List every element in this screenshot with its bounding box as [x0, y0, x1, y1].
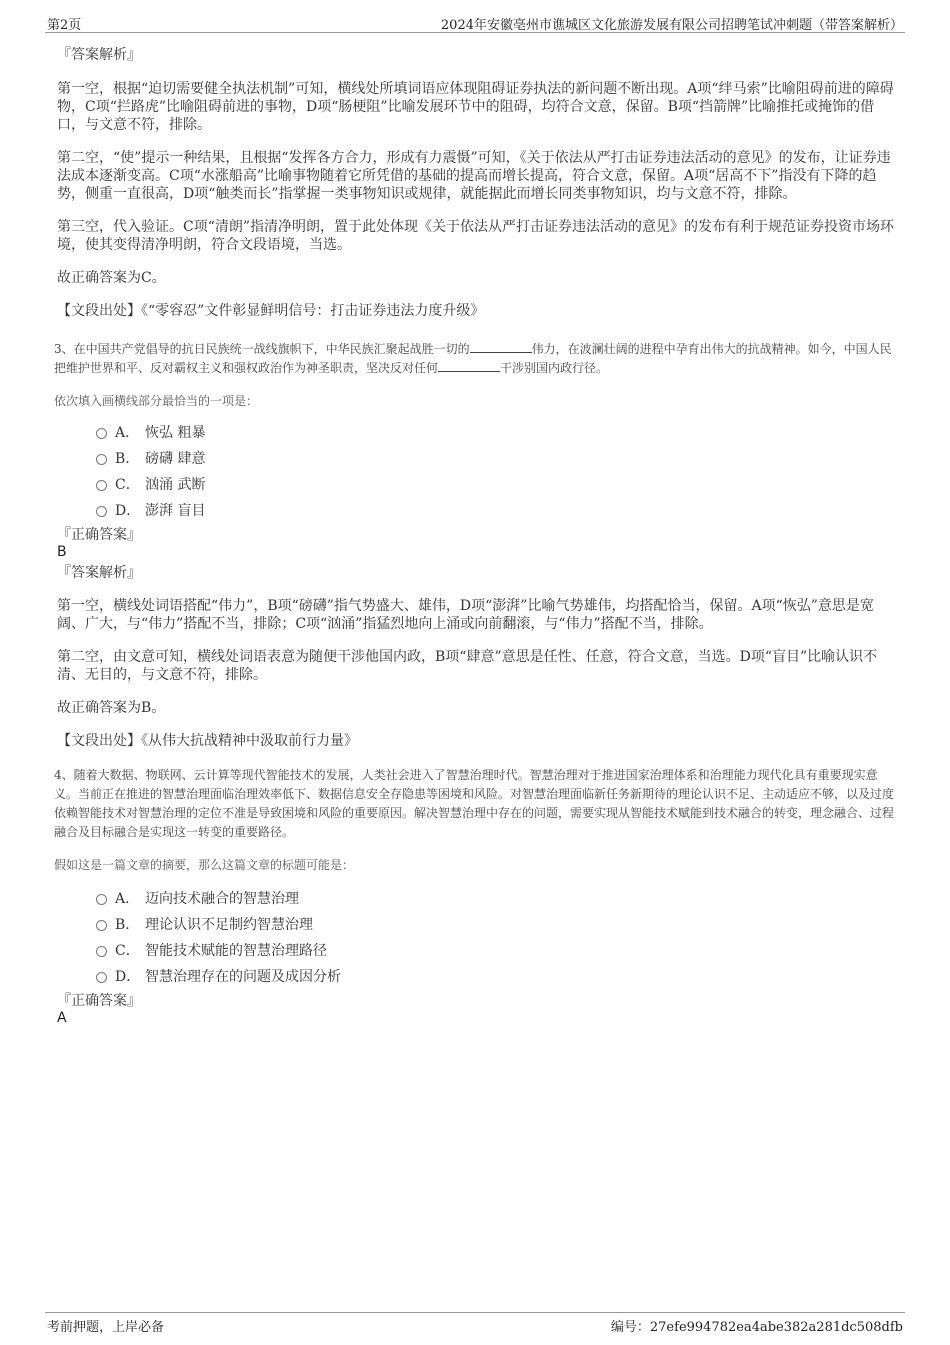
- analysis-label: 『答案解析』: [57, 47, 141, 63]
- source-citation: 【文段出处】《从伟大抗战精神中汲取前行力量》: [57, 733, 358, 749]
- radio-icon[interactable]: [96, 480, 107, 491]
- conclusion: 故正确答案为B。: [57, 700, 166, 716]
- page-header: [45, 12, 905, 33]
- option-a[interactable]: A． 恢弘 粗暴: [57, 420, 897, 446]
- correct-answer-label: 『正确答案』: [57, 527, 141, 543]
- option-list: [57, 886, 897, 990]
- document-id: 编号：27efe994782ea4abe382a281dc508dfb: [610, 1320, 903, 1335]
- radio-icon[interactable]: [96, 428, 107, 439]
- question-stem: 3、在中国共产党倡导的抗日民族统一战线旗帜下，中华民族汇聚起战胜一切的 伟力，在波澜壮阔的进程中孕育出伟大的抗战精神。如今，中国人民把维护世界和平、反对霸权主义和强权政治作为神圣职责，坚决反对任何 干涉别国内政行径。: [54, 342, 892, 375]
- radio-icon[interactable]: [96, 972, 107, 983]
- question-prompt: 假如这是一篇文章的摘要，那么这篇文章的标题可能是：: [54, 858, 355, 872]
- radio-icon[interactable]: [96, 454, 107, 465]
- analysis-paragraph: 第三空，代入验证。C项“清朗”指清净明朗，置于此处体现《关于依法从严打击证券违法活动的意见》的发布有利于规范证券投资市场环境，使其变得清净明朗，符合文段语境，当选。: [57, 219, 895, 253]
- radio-icon[interactable]: [96, 506, 107, 517]
- analysis-paragraph: 第一空，横线处词语搭配“伟力”，B项“磅礴”指气势盛大、雄伟，D项“澎湃”比喻气势雄伟，均搭配恰当，保留。A项“恢弘”意思是宽阔、广大，与“伟力”搭配不当，排除；C项“汹涌”指猛烈地向上涌或向前翻滚，与“伟力”搭配不当，排除。: [57, 598, 874, 632]
- page-number: 第2页: [47, 18, 82, 33]
- page-content: [54, 46, 897, 1027]
- fill-blank: [470, 340, 532, 353]
- analysis-label: 『答案解析』: [57, 565, 141, 581]
- correct-answer: B: [57, 544, 67, 560]
- correct-answer-label: 『正确答案』: [57, 993, 141, 1009]
- source-citation: 【文段出处】《“零容忍”文件彰显鲜明信号：打击证券违法力度升级》: [57, 303, 485, 319]
- question-stem: 4、随着大数据、物联网、云计算等现代智能技术的发展，人类社会进入了智慧治理时代。智慧治理对于推进国家治理体系和治理能力现代化具有重要现实意义。当前正在推进的智慧治理面临治理效率低下、数据信息安全存隐患等困境和风险。对智慧治理面临新任务新期待的理论认识不足、主动适应不够，以及过度依赖智能技术对智慧治理的定位不准是导致困境和风险的重要原因。解决智慧治理中存在的问题，需要实现从智能技术赋能到技术融合的转变，理念融合、过程融合及目标融合是实现这一转变的重要路径。: [54, 768, 895, 839]
- question-prompt: 依次填入画横线部分最恰当的一项是：: [54, 394, 259, 408]
- page-footer: [45, 1312, 905, 1335]
- conclusion: 故正确答案为C。: [57, 270, 166, 286]
- analysis-paragraph: 第二空，“使”提示一种结果，且根据“发挥各方合力，形成有力震慑”可知，《关于依法从严打击证券违法活动的意见》的发布，让证券违法成本逐渐变高。C项“水涨船高”比喻事物随着它所凭借的基础的提高而增长提高，符合文意，保留。A项“居高不下”指没有下降的趋势，侧重一直很高，D项“触类而长”指掌握一类事物知识或规律，就能据此而增长同类事物知识，均与文意不符，排除。: [57, 150, 891, 202]
- correct-answer: A: [57, 1010, 67, 1026]
- fill-blank: [438, 359, 500, 372]
- option-b[interactable]: B． 磅礴 肆意: [57, 446, 897, 472]
- option-c[interactable]: C． 汹涌 武断: [57, 472, 897, 498]
- option-c[interactable]: C． 智能技术赋能的智慧治理路径: [57, 938, 897, 964]
- analysis-paragraph: 第二空，由文意可知，横线处词语表意为随便干涉他国内政，B项“肆意”意思是任性、任意，符合文意，当选。D项“盲目”比喻认识不清、无目的，与文意不符，排除。: [57, 649, 878, 683]
- document-title: 2024年安徽亳州市谯城区文化旅游发展有限公司招聘笔试冲刺题（带答案解析）: [440, 18, 903, 33]
- radio-icon[interactable]: [96, 920, 107, 931]
- option-list: [57, 420, 897, 524]
- analysis-paragraph: 第一空，根据“迫切需要健全执法机制”可知，横线处所填词语应体现阻碍证券执法的新问题不断出现。A项“绊马索”比喻阻碍前进的障碍物，C项“拦路虎”比喻阻碍前进的事物，D项“肠梗阻”比喻发展环节中的阻碍，均符合文意，保留。B项“挡箭牌”比喻推托或掩饰的借口，与文意不符，排除。: [57, 81, 894, 133]
- footer-slogan: 考前押题，上岸必备: [47, 1320, 165, 1335]
- option-b[interactable]: B． 理论认识不足制约智慧治理: [57, 912, 897, 938]
- option-d[interactable]: D． 澎湃 盲目: [57, 498, 897, 524]
- radio-icon[interactable]: [96, 894, 107, 905]
- option-d[interactable]: D． 智慧治理存在的问题及成因分析: [57, 964, 897, 990]
- option-a[interactable]: A． 迈向技术融合的智慧治理: [57, 886, 897, 912]
- radio-icon[interactable]: [96, 946, 107, 957]
